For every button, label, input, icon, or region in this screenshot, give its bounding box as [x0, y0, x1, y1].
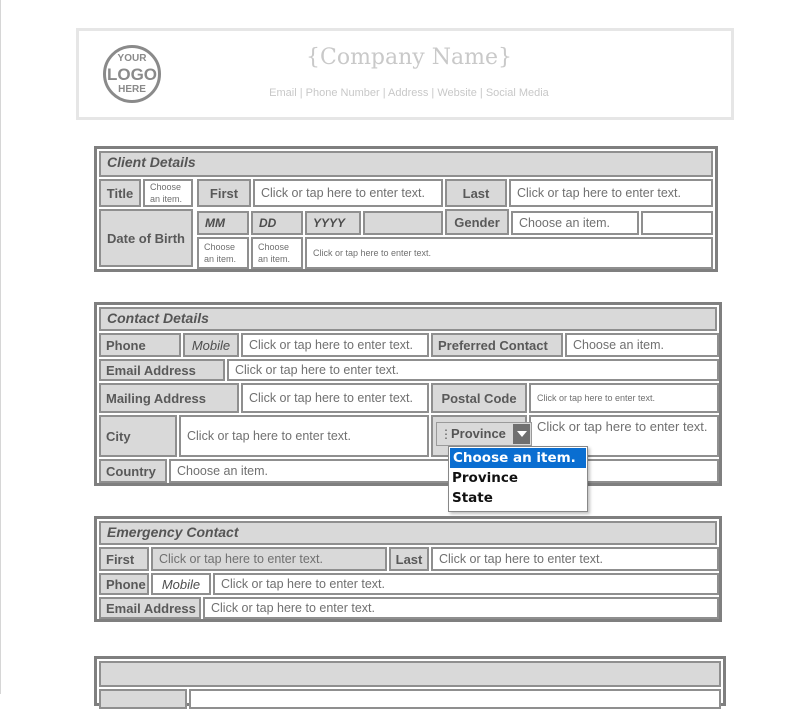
region-text-field[interactable]: Click or tap here to enter text.: [529, 415, 719, 457]
contact-details-table: [94, 302, 722, 486]
letterhead: [76, 28, 734, 120]
emergency-first-label: First: [99, 547, 149, 571]
contact-details-heading: Contact Details: [99, 307, 717, 331]
logo-placeholder: [103, 45, 161, 103]
phone-type-dropdown[interactable]: Mobile: [183, 333, 239, 357]
emergency-email-label: Email Address: [99, 597, 201, 619]
province-state-dropdown-list: [448, 446, 588, 512]
preferred-contact-label: Preferred Contact: [431, 333, 563, 357]
last-name-field[interactable]: Click or tap here to enter text.: [509, 179, 713, 207]
emergency-phone-type-dropdown[interactable]: Mobile: [151, 573, 211, 595]
city-field[interactable]: Click or tap here to enter text.: [179, 415, 429, 457]
phone-label: Phone: [99, 333, 181, 357]
next-section-table: [94, 656, 726, 706]
preferred-contact-dropdown[interactable]: Choose an item.: [565, 333, 719, 357]
logo-text-bottom: HERE: [118, 84, 146, 95]
drag-handle-icon[interactable]: ⋮: [440, 427, 452, 441]
dob-day-dropdown[interactable]: Choose an item.: [251, 237, 303, 269]
dropdown-option-province[interactable]: Province: [452, 470, 519, 486]
company-name[interactable]: {Company Name}: [306, 45, 512, 70]
dob-year-field[interactable]: Click or tap here to enter text.: [305, 237, 713, 269]
title-label: Title: [99, 179, 141, 207]
gender-label: Gender: [445, 209, 509, 235]
first-name-field[interactable]: Click or tap here to enter text.: [253, 179, 443, 207]
country-dropdown[interactable]: Choose an item.: [169, 459, 719, 483]
company-contact-line[interactable]: Email | Phone Number | Address | Website | Social Media: [269, 87, 549, 99]
emergency-phone-field[interactable]: Click or tap here to enter text.: [213, 573, 719, 595]
dropdown-option-state[interactable]: State: [452, 490, 493, 506]
dob-month-dropdown[interactable]: Choose an item.: [197, 237, 249, 269]
email-address-field[interactable]: Click or tap here to enter text.: [227, 359, 719, 381]
emergency-last-field[interactable]: Click or tap here to enter text.: [431, 547, 719, 571]
gender-extra-cell: [641, 211, 713, 235]
date-of-birth-label: Date of Birth: [99, 209, 193, 267]
mailing-address-label: Mailing Address: [99, 383, 239, 413]
last-name-label: Last: [445, 179, 507, 207]
emergency-contact-table: [94, 516, 722, 622]
city-label: City: [99, 415, 177, 457]
emergency-phone-label: Phone: [99, 573, 149, 595]
first-name-label: First: [197, 179, 251, 207]
province-state-combobox[interactable]: [436, 422, 532, 446]
dob-spacer-cell: [363, 211, 443, 235]
dob-year-label: YYYY: [305, 211, 361, 235]
client-details-heading: Client Details: [99, 151, 713, 177]
title-dropdown[interactable]: Choose an item.: [143, 179, 193, 207]
dob-month-label: MM: [197, 211, 249, 235]
next-section-field-cell: [189, 689, 721, 709]
logo-text-main: LOGO: [106, 65, 158, 84]
next-section-label-cell: [99, 689, 187, 709]
emergency-email-field[interactable]: Click or tap here to enter text.: [203, 597, 719, 619]
combobox-selected-value: Province: [451, 426, 506, 441]
emergency-contact-heading: Emergency Contact: [99, 521, 717, 545]
page-edge: [0, 0, 1, 694]
gender-dropdown[interactable]: Choose an item.: [511, 211, 639, 235]
dob-day-label: DD: [251, 211, 303, 235]
email-address-label: Email Address: [99, 359, 225, 381]
postal-code-label: Postal Code: [431, 383, 527, 413]
client-details-table: [94, 146, 718, 272]
chevron-down-icon[interactable]: [513, 424, 530, 444]
emergency-last-label: Last: [389, 547, 429, 571]
emergency-first-field[interactable]: Click or tap here to enter text.: [151, 547, 387, 571]
mailing-address-field[interactable]: Click or tap here to enter text.: [241, 383, 429, 413]
phone-field[interactable]: Click or tap here to enter text.: [241, 333, 429, 357]
logo-text-top: YOUR: [117, 53, 147, 64]
postal-code-field[interactable]: Click or tap here to enter text.: [529, 383, 719, 413]
next-section-heading: [99, 661, 721, 687]
country-label: Country: [99, 459, 167, 483]
dropdown-option-choose[interactable]: Choose an item.: [450, 448, 586, 468]
